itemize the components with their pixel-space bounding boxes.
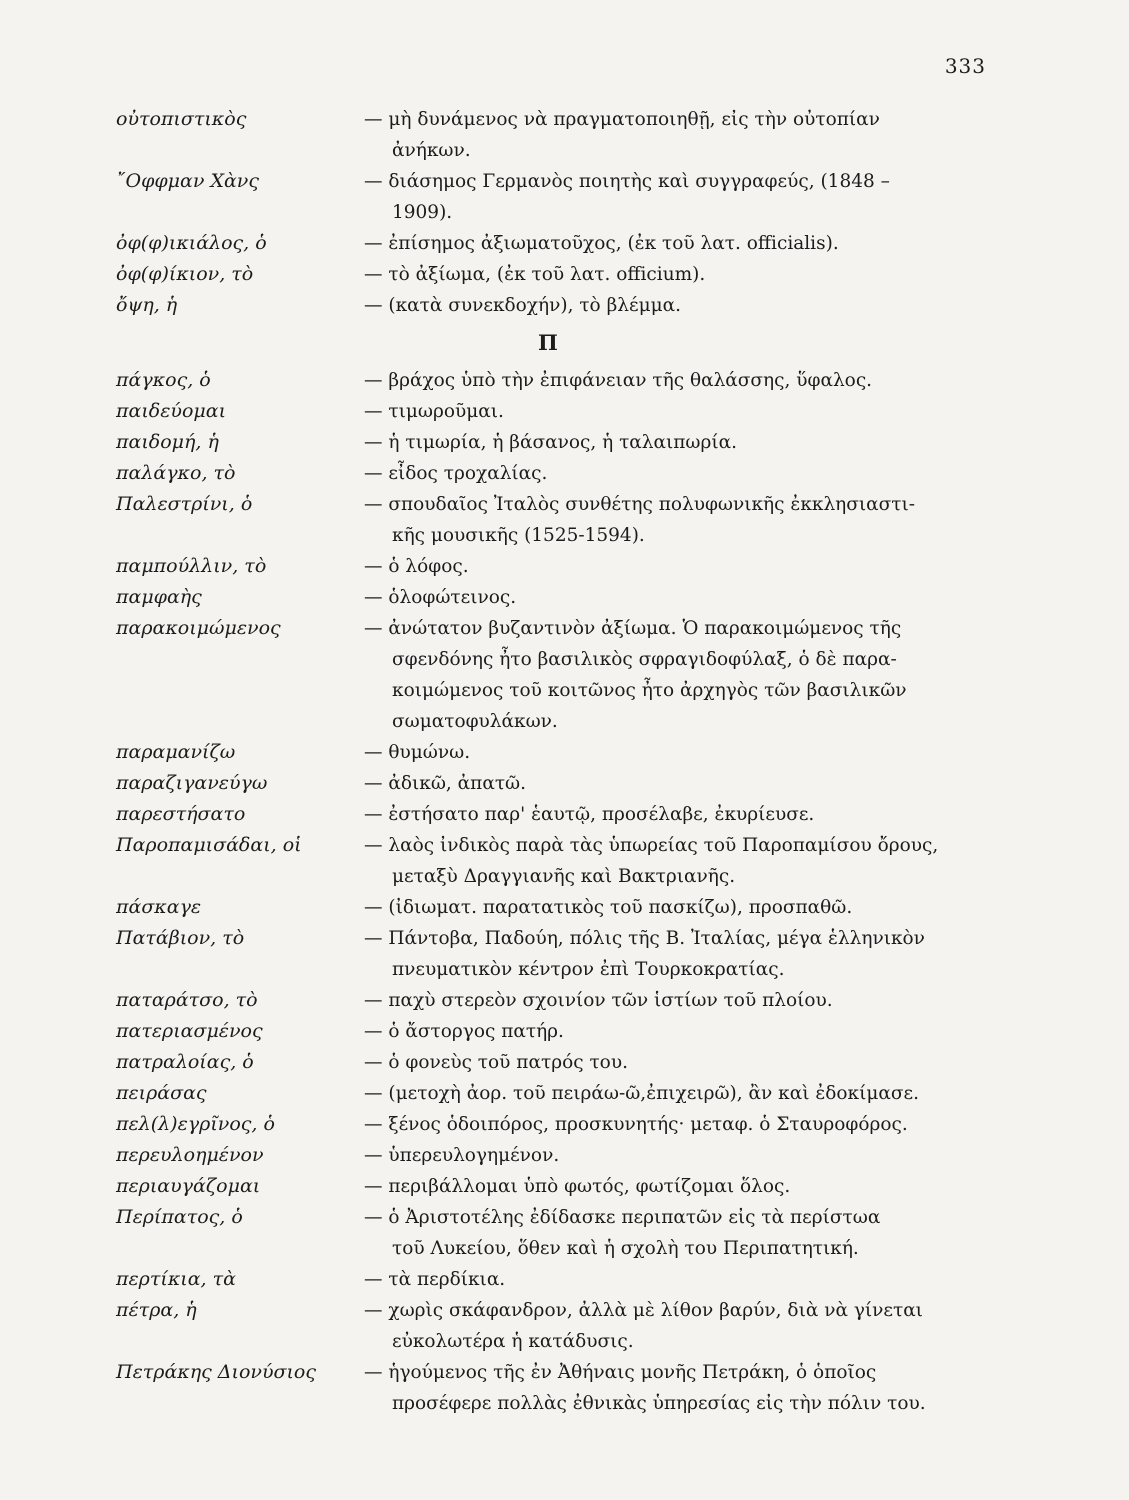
entry-definition bbox=[364, 1140, 996, 1171]
definition-line: — ὑπερευλογημένον. bbox=[364, 1145, 560, 1166]
definition-line: — Πάντοβα, Παδούη, πόλις τῆς Β. Ἰταλίας, μέγα ἑλληνικὸν bbox=[364, 928, 925, 949]
entry-term: ῎Οφφμαν Χὰνς bbox=[116, 170, 260, 192]
definition-line: — εἶδος τροχαλίας. bbox=[364, 463, 548, 484]
glossary-entry bbox=[116, 768, 996, 799]
entry-term: Παροπαμισάδαι, οἱ bbox=[116, 834, 302, 856]
glossary-entry bbox=[116, 1295, 996, 1357]
glossary-entry bbox=[116, 489, 996, 551]
glossary-entry bbox=[116, 892, 996, 923]
definition-line: εὐκολωτέρα ἡ κατάδυσις. bbox=[392, 1331, 634, 1352]
entry-term: παμπούλλιν, τὸ bbox=[116, 555, 267, 577]
entry-term: Πατάβιον, τὸ bbox=[116, 927, 245, 949]
glossary-entry bbox=[116, 166, 996, 228]
entry-term: παμφαὴς bbox=[116, 586, 202, 608]
entry-definition bbox=[364, 365, 996, 396]
definition-line: — τιμωροῦμαι. bbox=[364, 401, 504, 422]
definition-line: — ὁ φονεὺς τοῦ πατρός του. bbox=[364, 1052, 628, 1073]
definition-line: — λαὸς ἰνδικὸς παρὰ τὰς ὑπωρείας τοῦ Παροπαμίσου ὄρους, bbox=[364, 835, 939, 856]
definition-line: — ἡ τιμωρία, ἡ βάσανος, ἡ ταλαιπωρία. bbox=[364, 432, 738, 453]
definition-line: — ξένος ὁδοιπόρος, προσκυνητής· μεταφ. ὁ Σταυροφόρος. bbox=[364, 1114, 908, 1135]
entry-term: παραμανίζω bbox=[116, 741, 236, 763]
entry-term: πατεριασμένος bbox=[116, 1020, 263, 1042]
entry-term: παιδομή, ἡ bbox=[116, 431, 219, 453]
definition-line: — βράχος ὑπὸ τὴν ἐπιφάνειαν τῆς θαλάσσης, ὕφαλος. bbox=[364, 370, 873, 391]
entry-term: πειράσας bbox=[116, 1082, 207, 1104]
glossary-entry bbox=[116, 1357, 996, 1419]
entry-term: ὀφ(φ)ίκιον, τὸ bbox=[116, 263, 254, 285]
entry-definition bbox=[364, 458, 996, 489]
glossary-entry bbox=[116, 458, 996, 489]
glossary-entry bbox=[116, 427, 996, 458]
entry-definition bbox=[364, 1078, 996, 1109]
definition-line: — (κατὰ συνεκδοχήν), τὸ βλέμμα. bbox=[364, 295, 682, 316]
entry-definition bbox=[364, 768, 996, 799]
entry-term: παρακοιμώμενος bbox=[116, 617, 281, 639]
glossary-entry bbox=[116, 290, 996, 321]
entry-term: πέτρα, ἡ bbox=[116, 1299, 197, 1321]
definition-line: σωματοφυλάκων. bbox=[392, 711, 558, 732]
entry-definition bbox=[364, 1109, 996, 1140]
section-letter: Π bbox=[538, 330, 558, 355]
entry-term: πάγκος, ὁ bbox=[116, 369, 211, 391]
definition-line: — ὁλοφώτεινος. bbox=[364, 587, 517, 608]
entry-definition bbox=[364, 396, 996, 427]
entry-definition bbox=[364, 1171, 996, 1202]
definition-line: — παχὺ στερεὸν σχοινίον τῶν ἱστίων τοῦ πλοίου. bbox=[364, 990, 833, 1011]
glossary-entry bbox=[116, 551, 996, 582]
definition-line: 1909). bbox=[392, 202, 453, 223]
definition-line: σφενδόνης ἦτο βασιλικὸς σφραγιδοφύλαξ, ὁ δὲ παρα- bbox=[392, 649, 897, 670]
entry-term: Περίπατος, ὁ bbox=[116, 1206, 243, 1228]
entry-definition bbox=[364, 104, 996, 166]
entry-term: περιαυγάζομαι bbox=[116, 1175, 261, 1197]
entry-term: παιδεύομαι bbox=[116, 400, 227, 422]
definition-line: τοῦ Λυκείου, ὅθεν καὶ ἡ σχολὴ του Περιπατητική. bbox=[392, 1238, 859, 1259]
definition-line: — (ἰδιωματ. παρατατικὸς τοῦ πασκίζω), προσπαθῶ. bbox=[364, 897, 853, 918]
entry-definition bbox=[364, 985, 996, 1016]
entry-definition bbox=[364, 737, 996, 768]
entry-definition bbox=[364, 290, 996, 321]
entry-definition bbox=[364, 427, 996, 458]
entry-definition bbox=[364, 259, 996, 290]
definition-line: — ἐστήσατο παρ' ἑαυτῷ, προσέλαβε, ἐκυρίευσε. bbox=[364, 804, 815, 825]
glossary-entry bbox=[116, 104, 996, 166]
entry-definition bbox=[364, 489, 996, 551]
glossary-entry bbox=[116, 1171, 996, 1202]
glossary-entry bbox=[116, 1078, 996, 1109]
definition-line: προσέφερε πολλὰς ἐθνικὰς ὑπηρεσίας εἰς τὴν πόλιν του. bbox=[392, 1393, 926, 1414]
entry-term: ὀφ(φ)ικιάλος, ὁ bbox=[116, 232, 267, 254]
entry-definition bbox=[364, 1357, 996, 1419]
entry-definition bbox=[364, 892, 996, 923]
definition-line: μεταξὺ Δραγγιανῆς καὶ Βακτριανῆς. bbox=[392, 866, 736, 887]
entry-definition bbox=[364, 166, 996, 228]
glossary-entry bbox=[116, 582, 996, 613]
glossary-entry bbox=[116, 923, 996, 985]
definition-line: ἀνήκων. bbox=[392, 140, 471, 161]
definition-line: — χωρὶς σκάφανδρον, ἀλλὰ μὲ λίθον βαρύν, διὰ νὰ γίνεται bbox=[364, 1300, 923, 1321]
definition-line: — ἀδικῶ, ἀπατῶ. bbox=[364, 773, 527, 794]
definition-line: — ἀνώτατον βυζαντινὸν ἀξίωμα. Ὁ παρακοιμώμενος τῆς bbox=[364, 618, 902, 639]
glossary-entry bbox=[116, 985, 996, 1016]
entry-term: Πετράκης Διονύσιος bbox=[116, 1361, 317, 1383]
glossary-entry bbox=[116, 365, 996, 396]
entry-term: πατραλοίας, ὁ bbox=[116, 1051, 254, 1073]
entry-definition bbox=[364, 923, 996, 985]
entry-term: οὐτοπιστικὸς bbox=[116, 108, 247, 130]
glossary-entry bbox=[116, 613, 996, 737]
glossary-entry bbox=[116, 228, 996, 259]
entry-definition bbox=[364, 830, 996, 892]
glossary-entry bbox=[116, 1140, 996, 1171]
entry-term: ὄψη, ἡ bbox=[116, 294, 178, 316]
definition-line: — ὁ ἄστοργος πατήρ. bbox=[364, 1021, 564, 1042]
entry-definition bbox=[364, 613, 996, 737]
definition-line: — περιβάλλομαι ὑπὸ φωτός, φωτίζομαι ὅλος. bbox=[364, 1176, 791, 1197]
definition-line: — μὴ δυνάμενος νὰ πραγματοποιηθῇ, εἰς τὴν οὐτοπίαν bbox=[364, 109, 880, 130]
glossary-entry bbox=[116, 1264, 996, 1295]
definition-line: — ὁ Ἀριστοτέλης ἐδίδασκε περιπατῶν εἰς τὰ περίστωα bbox=[364, 1207, 881, 1228]
glossary-entry bbox=[116, 1047, 996, 1078]
entry-term: πάσκαγε bbox=[116, 896, 202, 918]
definition-line: κῆς μουσικῆς (1525-1594). bbox=[392, 525, 645, 546]
glossary-entry bbox=[116, 396, 996, 427]
glossary-entry bbox=[116, 1109, 996, 1140]
entry-definition bbox=[364, 1264, 996, 1295]
entry-definition bbox=[364, 799, 996, 830]
definition-line: — σπουδαῖος Ἰταλὸς συνθέτης πολυφωνικῆς ἐκκλησιαστι- bbox=[364, 494, 915, 515]
definition-line: — ἡγούμενος τῆς ἐν Ἀθήναις μονῆς Πετράκη, ὁ ὁποῖος bbox=[364, 1362, 877, 1383]
glossary-entry bbox=[116, 1016, 996, 1047]
definition-line: — διάσημος Γερμανὸς ποιητὴς καὶ συγγραφεύς, (1848 – bbox=[364, 171, 890, 192]
page-number: 333 bbox=[944, 54, 986, 78]
glossary-entry bbox=[116, 830, 996, 892]
entry-term: περτίκια, τὰ bbox=[116, 1268, 236, 1290]
definition-line: — ἐπίσημος ἀξιωματοῦχος, (ἐκ τοῦ λατ. officialis). bbox=[364, 233, 839, 254]
entry-term: πελ(λ)εγρῖνος, ὁ bbox=[116, 1113, 275, 1135]
definition-line: — τὸ ἀξίωμα, (ἐκ τοῦ λατ. officium). bbox=[364, 264, 706, 285]
entry-term: παλάγκο, τὸ bbox=[116, 462, 236, 484]
entry-term: παταράτσο, τὸ bbox=[116, 989, 258, 1011]
entry-definition bbox=[364, 582, 996, 613]
entry-definition bbox=[364, 551, 996, 582]
definition-line: — θυμώνω. bbox=[364, 742, 471, 763]
definition-line: κοιμώμενος τοῦ κοιτῶνος ἦτο ἀρχηγὸς τῶν βασιλικῶν bbox=[392, 680, 907, 701]
entry-definition bbox=[364, 1047, 996, 1078]
entry-definition bbox=[364, 1016, 996, 1047]
definition-line: — (μετοχὴ ἀορ. τοῦ πειράω-ῶ,ἐπιχειρῶ), ἂν καὶ ἐδοκίμασε. bbox=[364, 1083, 919, 1104]
glossary-entry bbox=[116, 799, 996, 830]
entry-definition bbox=[364, 228, 996, 259]
definition-line: πνευματικὸν κέντρον ἐπὶ Τουρκοκρατίας. bbox=[392, 959, 785, 980]
definition-line: — ὁ λόφος. bbox=[364, 556, 469, 577]
entry-term: Παλεστρίνι, ὁ bbox=[116, 493, 253, 515]
entry-term: παραζιγανεύγω bbox=[116, 772, 268, 794]
glossary-entry bbox=[116, 1202, 996, 1264]
definition-line: — τὰ περδίκια. bbox=[364, 1269, 506, 1290]
glossary-entries bbox=[116, 104, 996, 1419]
entry-term: περευλοημένον bbox=[116, 1144, 264, 1166]
glossary-entry bbox=[116, 737, 996, 768]
entry-definition bbox=[364, 1202, 996, 1264]
entry-term: παρεστήσατο bbox=[116, 803, 246, 825]
glossary-entry bbox=[116, 259, 996, 290]
entry-definition bbox=[364, 1295, 996, 1357]
